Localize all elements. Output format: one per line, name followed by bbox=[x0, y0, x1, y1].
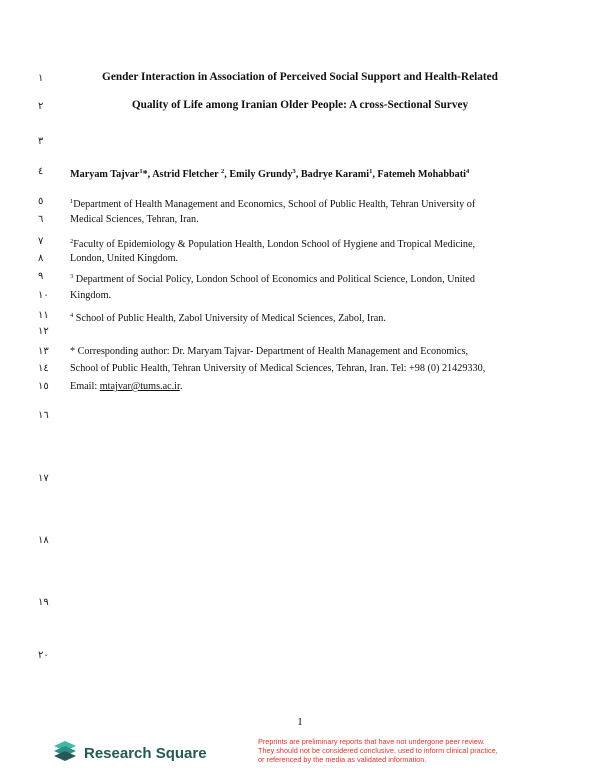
research-square-wordmark: Research Square bbox=[84, 745, 207, 762]
corresponding-author-line1: * Corresponding author: Dr. Maryam Tajvar- Department of Health Management and Economics, bbox=[70, 346, 469, 357]
affiliation-3 bbox=[70, 270, 475, 286]
affiliation-marker: 2 bbox=[70, 238, 74, 245]
line-number: ١٨ bbox=[38, 535, 49, 546]
affiliation-4 bbox=[70, 309, 386, 325]
affiliation-1-cont: Medical Sciences, Tehran, Iran. bbox=[70, 214, 199, 225]
affiliation-marker: 1 bbox=[369, 168, 373, 175]
line-number: ٥ bbox=[38, 196, 44, 207]
corresponding-author-line3 bbox=[70, 380, 182, 393]
line-number: ١٩ bbox=[38, 597, 49, 608]
affiliation-3-cont: Kingdom. bbox=[70, 290, 112, 301]
author-name: Maryam Tajvar bbox=[70, 169, 140, 180]
line-number: ٧ bbox=[38, 236, 44, 247]
affiliation-1 bbox=[70, 195, 475, 211]
line-number: ٢٠ bbox=[38, 650, 49, 661]
line-number: ٣ bbox=[38, 136, 44, 147]
affiliation-marker: 3 bbox=[70, 273, 74, 280]
notice-line: Preprints are preliminary reports that have not undergone peer review. bbox=[258, 737, 485, 746]
line-number: ١٧ bbox=[38, 473, 49, 484]
affiliation-marker: 1 bbox=[139, 168, 143, 175]
research-square-logo[interactable] bbox=[52, 740, 207, 767]
line-number: ٩ bbox=[38, 271, 44, 282]
line-number: ١ bbox=[38, 73, 44, 84]
author-name: , Badrye Karami bbox=[295, 169, 370, 180]
paper-title-line1: Gender Interaction in Association of Perceived Social Support and Health-Related bbox=[102, 71, 498, 83]
line-number: ٦ bbox=[38, 214, 44, 225]
affiliation-text: School of Public Health, Zabol University of Medical Sciences, Zabol, Iran. bbox=[73, 313, 386, 324]
line-number: ١٢ bbox=[38, 326, 49, 337]
research-square-icon bbox=[52, 740, 78, 767]
author-name: , Astrid Fletcher bbox=[147, 169, 222, 180]
corresponding-author-line2: School of Public Health, Tehran University of Medical Sciences, Tehran, Iran. Tel: +98 (0) 21429330, bbox=[70, 363, 486, 374]
page-number: 1 bbox=[297, 716, 303, 728]
paper-title-line2: Quality of Life among Iranian Older People: A cross-Sectional Survey bbox=[131, 99, 469, 111]
affiliation-marker: 1 bbox=[70, 198, 74, 205]
line-number: ١٤ bbox=[38, 363, 49, 374]
affiliation-2 bbox=[70, 235, 475, 251]
affiliation-text: Department of Social Policy, London School of Economics and Political Science, London, United bbox=[73, 274, 475, 285]
line-number: ٨ bbox=[38, 253, 44, 264]
email-link[interactable]: mtajvar@tums.ac.ir bbox=[99, 381, 180, 392]
author-name: , Emily Grundy bbox=[224, 169, 293, 180]
affiliation-text: Department of Health Management and Economics, School of Public Health, Tehran University of bbox=[73, 199, 476, 210]
affiliation-marker: 3 bbox=[292, 168, 296, 175]
affiliation-text: Faculty of Epidemiology & Population Health, London School of Hygiene and Tropical Medicine, bbox=[73, 239, 476, 250]
affiliation-marker: 2 bbox=[221, 168, 225, 175]
affiliation-marker: 4 bbox=[465, 168, 470, 175]
line-number: ٢ bbox=[38, 101, 44, 112]
line-number: ٤ bbox=[38, 166, 44, 177]
line-number: ١١ bbox=[38, 310, 49, 321]
preprint-notice bbox=[258, 737, 558, 764]
corresponding-marker: * bbox=[142, 169, 148, 180]
line-number: ١٦ bbox=[38, 410, 49, 421]
author-list bbox=[70, 165, 469, 181]
line-number: ١٥ bbox=[38, 381, 49, 392]
notice-line: or referenced by the media as validated information. bbox=[258, 755, 427, 764]
line-number: ١٣ bbox=[38, 346, 49, 357]
notice-line: They should not be considered conclusive, used to inform clinical practice, bbox=[258, 746, 498, 755]
affiliation-2-cont: London, United Kingdom. bbox=[70, 253, 179, 264]
author-name: , Fatemeh Mohabbati bbox=[372, 169, 466, 180]
email-label: Email: bbox=[70, 381, 100, 392]
email-suffix: . bbox=[179, 381, 183, 392]
affiliation-marker: 4 bbox=[70, 312, 74, 319]
line-number: ١٠ bbox=[38, 290, 49, 301]
